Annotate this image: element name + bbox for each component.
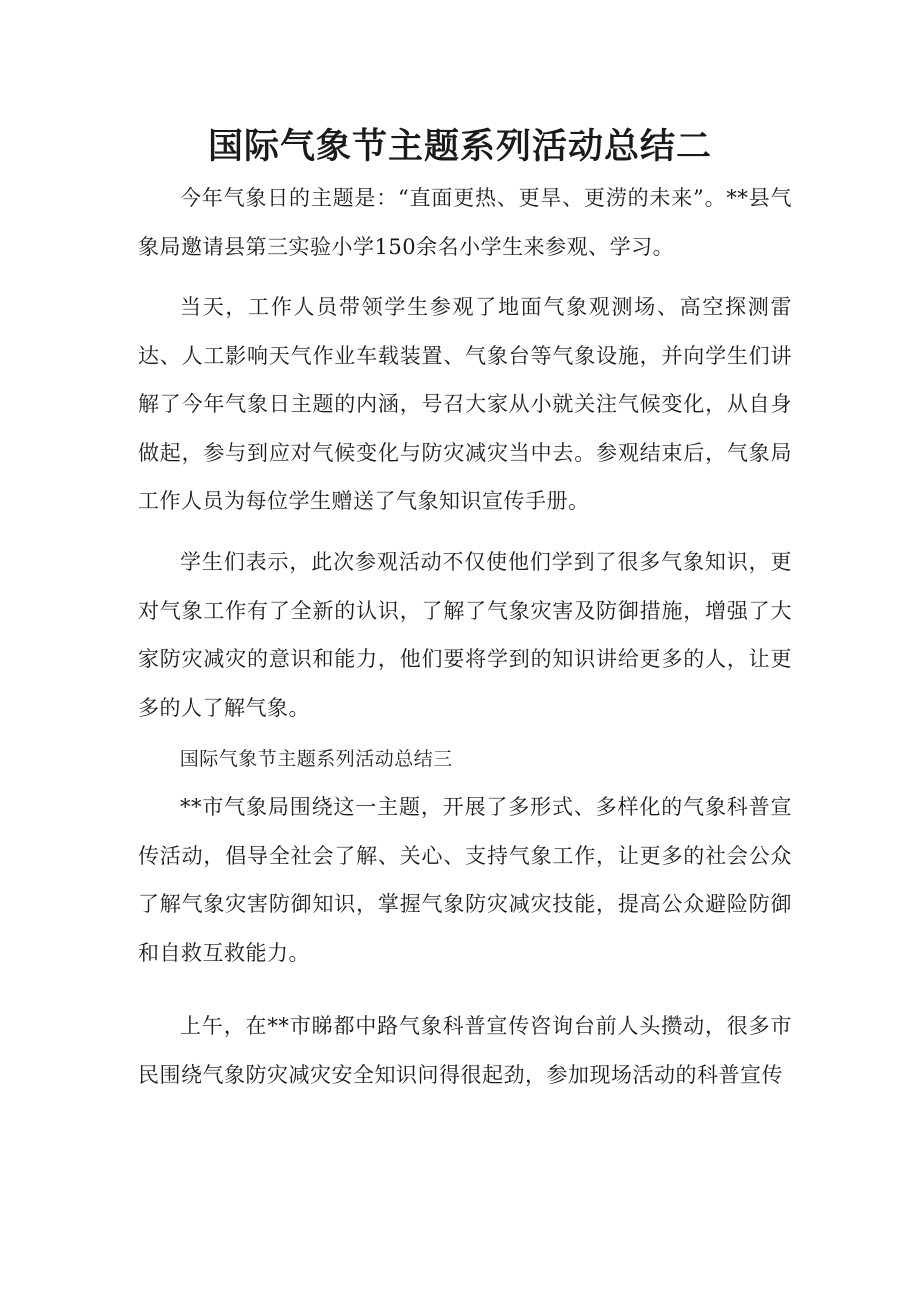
paragraph-student-feedback: 学生们表示，此次参观活动不仅使他们学到了很多气象知识，更对气象工作有了全新的认识，了解了气象灾害及防御措施，增强了大家防灾减灾的意识和能力，他们要将学到的知识讲给更多的人，让更多的人了解气象。 [138,550,792,720]
paragraph-morning-event: 上午，在**市睇都中路气象科普宣传咨询台前人头攒动，很多市民围绕气象防灾减灾安全知识问得很起劲，参加现场活动的科普宣传 [138,1014,792,1087]
paragraph-intro: 今年气象日的主题是：“直面更热、更旱、更涝的未来”。**县气象局邀请县第三实验小学150余名小学生来参观、学习。 [138,186,792,259]
section-three-heading: 国际气象节主题系列活动总结三 [179,748,453,770]
paragraph-visit-details: 当天，工作人员带领学生参观了地面气象观测场、高空探测雷达、人工影响天气作业车载装置、气象台等气象设施，并向学生们讲解了今年气象日主题的内涵，号召大家从小就关注气候变化，从自身做起，参与到应对气候变化与防灾减灾当中去。参观结束后，气象局工作人员为每位学生赠送了气象知识宣传手册。 [138,295,792,513]
paragraph-city-activities: **市气象局围绕这一主题，开展了多形式、多样化的气象科普宣传活动，倡导全社会了解、关心、支持气象工作，让更多的社会公众了解气象灾害防御知识，掌握气象防灾减灾技能，提高公众避险防御和自救互救能力。 [138,795,792,965]
document-title: 国际气象节主题系列活动总结二 [207,127,712,167]
